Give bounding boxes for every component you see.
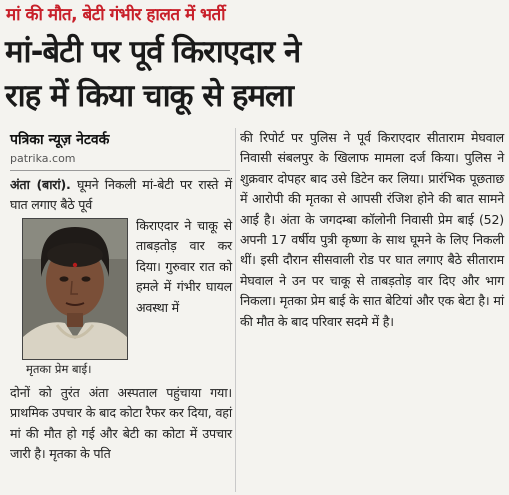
dateline: अंता (बारां). xyxy=(10,177,71,192)
photo-caption: मृतका प्रेम बाई। xyxy=(26,362,92,376)
article-right-column: की रिपोर्ट पर पुलिस ने पूर्व किराएदार सीताराम मेघवाल निवासी संबलपुर के खिलाफ मामला दर्ज किया। पुलिस ने शुक्रवार दोपहर बाद उसे डिटेन कर लिया। प्रारंभिक पूछताछ में आरोपी की मृतका से आपसी रंजिश होने की बात सामने आई है। अंता के जगदम्बा कॉलोनी निवासी प्रेम बाई (52) अपनी 17 वर्षीय पुत्री कृष्णा के साथ घूमने के लिए निकली थीं। इसी दौरान सीसवाली रोड पर घात लगाए बैठे सीताराम मेघवाल ने उन पर चाकू से ताबड़तोड़ वार दिए और भाग निकला। मृतका प्रेम बाई के सात बेटियां और एक बेटा है। मां की मौत के बाद परिवार सदमे में है। xyxy=(240,130,504,329)
article-lead-paragraph xyxy=(10,175,232,216)
byline-divider xyxy=(10,170,230,171)
headline-line-1: मां-बेटी पर पूर्व किराएदार ने xyxy=(5,34,301,70)
article-side-paragraph: किराएदार ने चाकू से ताबड़तोड़ वार कर दिया। गुरुवार रात को हमले में गंभीर घायल अवस्था में xyxy=(136,218,232,315)
headline-line-2: राह में किया चाकू से हमला xyxy=(5,78,294,114)
source-site: patrika.com xyxy=(10,152,76,165)
byline: पत्रिका न्यूज़ नेटवर्क xyxy=(10,132,110,148)
article-bottom-paragraph: दोनों को तुरंत अंता अस्पताल पहुंचाया गया। प्राथमिक उपचार के बाद कोटा रैफर कर दिया, वहां मां की मौत हो गई और बेटी का कोटा में उपचार जारी है। मृतका के पति xyxy=(10,385,232,462)
portrait-illustration xyxy=(23,219,127,359)
kicker-headline: मां की मौत, बेटी गंभीर हालत में भर्ती xyxy=(6,5,226,25)
victim-photo xyxy=(22,218,128,360)
main-headline xyxy=(5,30,505,118)
lead-text: घूमने निकली मां-बेटी पर रास्ते में घात लगाए बैठे पूर्व xyxy=(10,177,232,213)
column-divider xyxy=(235,128,236,492)
